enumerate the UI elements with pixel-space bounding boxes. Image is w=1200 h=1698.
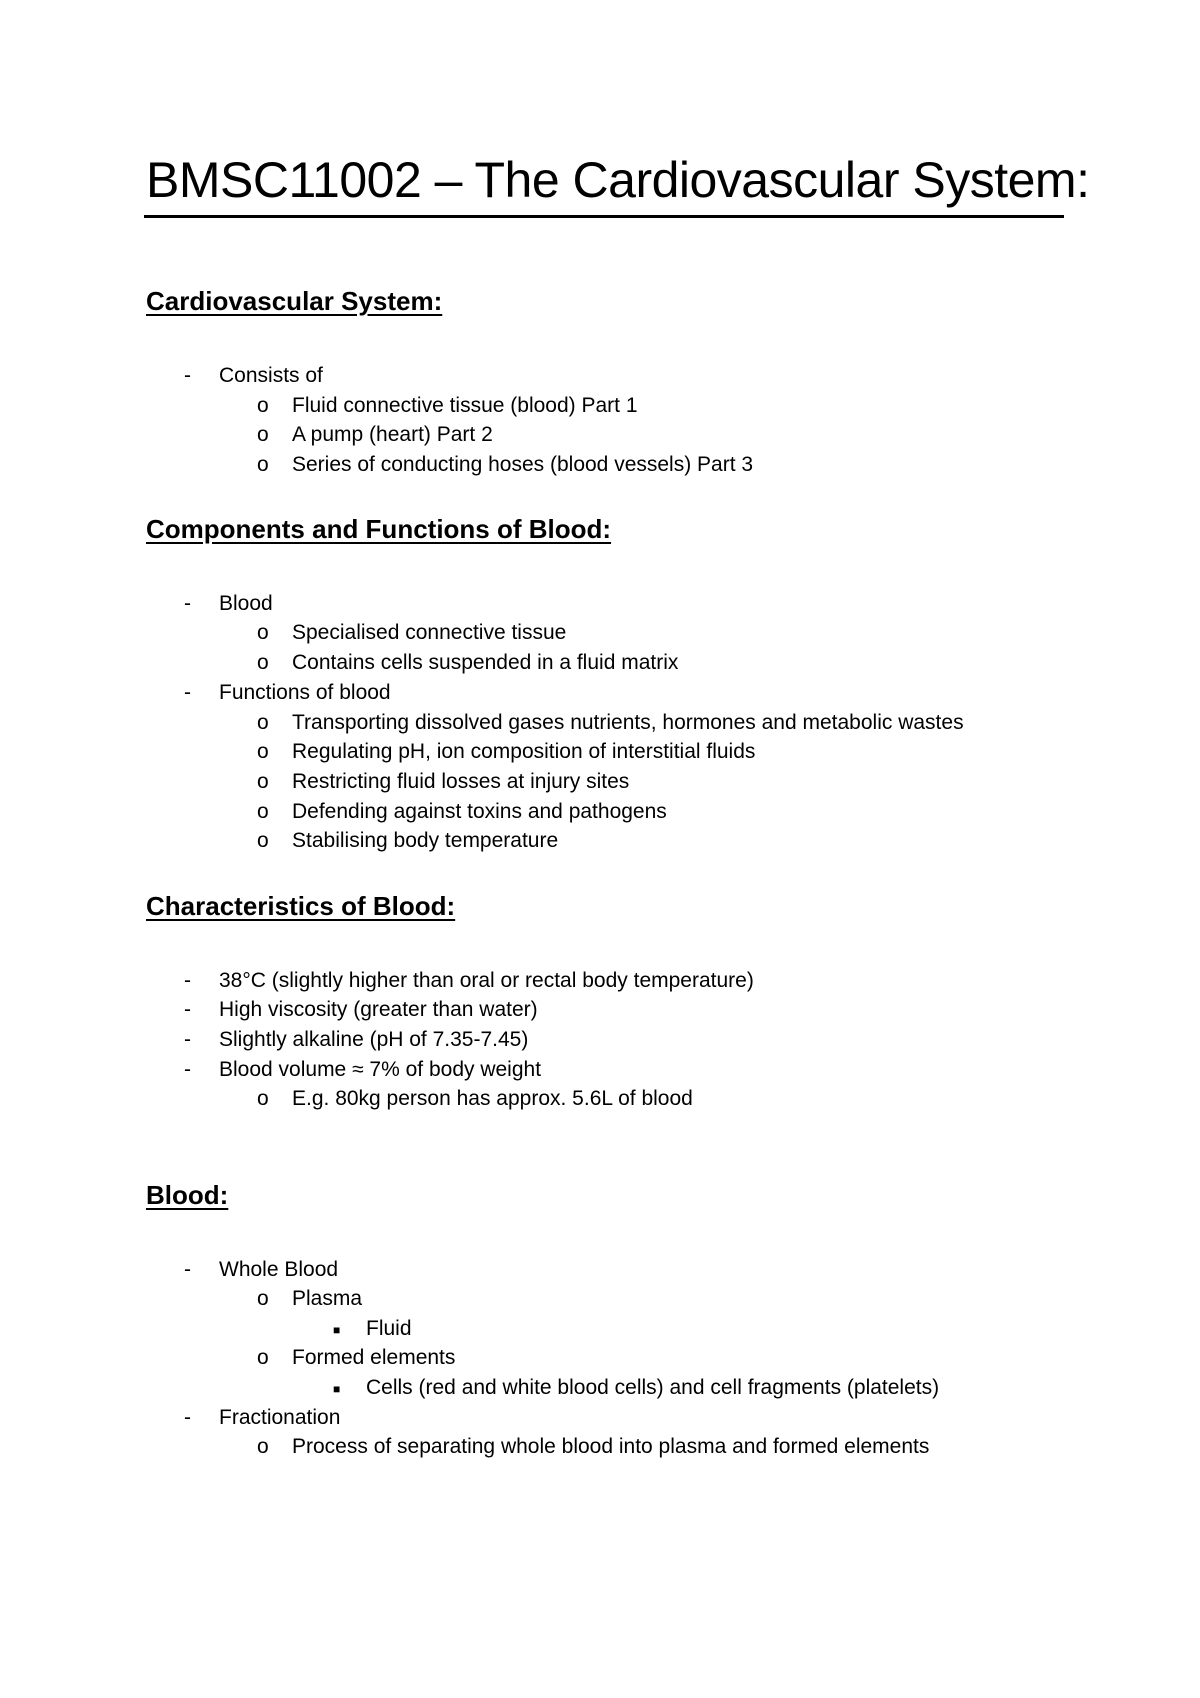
dash-bullet: - — [184, 1028, 191, 1051]
list-item: Plasma — [292, 1287, 363, 1310]
list-item: Series of conducting hoses (blood vessels) Part 3 — [292, 453, 754, 476]
circle-bullet: o — [257, 621, 269, 644]
heading-components-functions: Components and Functions of Blood: — [146, 514, 612, 544]
circle-bullet: o — [257, 1435, 269, 1458]
list-item: Blood volume ≈ 7% of body weight — [219, 1058, 542, 1081]
circle-bullet: o — [257, 453, 269, 476]
list-item: Process of separating whole blood into plasma and formed elements — [292, 1435, 930, 1458]
list-item: Blood — [219, 592, 273, 615]
circle-bullet: o — [257, 1346, 269, 1369]
list-item: Fluid connective tissue (blood) Part 1 — [292, 394, 638, 417]
square-bullet: ■ — [333, 1323, 341, 1337]
circle-bullet: o — [257, 711, 269, 734]
dash-bullet: - — [184, 998, 191, 1021]
list-item: E.g. 80kg person has approx. 5.6L of blood — [292, 1087, 693, 1110]
list-item: Whole Blood — [219, 1258, 339, 1281]
document-title: BMSC11002 – The Cardiovascular System: — [146, 152, 1090, 208]
list-item: A pump (heart) Part 2 — [292, 423, 493, 446]
circle-bullet: o — [257, 800, 269, 823]
heading-cardiovascular-system: Cardiovascular System: — [146, 286, 443, 316]
list-item: Fractionation — [219, 1406, 341, 1429]
circle-bullet: o — [257, 740, 269, 763]
list-item: Slightly alkaline (pH of 7.35-7.45) — [219, 1028, 529, 1051]
dash-bullet: - — [184, 1258, 191, 1281]
dash-bullet: - — [184, 1406, 191, 1429]
circle-bullet: o — [257, 394, 269, 417]
dash-bullet: - — [184, 364, 191, 387]
list-item: Transporting dissolved gases nutrients, hormones and metabolic wastes — [292, 711, 964, 734]
circle-bullet: o — [257, 423, 269, 446]
heading-blood: Blood: — [146, 1180, 229, 1210]
list-item: Regulating pH, ion composition of interstitial fluids — [292, 740, 756, 763]
dash-bullet: - — [184, 592, 191, 615]
list-item: Consists of — [219, 364, 323, 387]
list-item: High viscosity (greater than water) — [219, 998, 538, 1021]
circle-bullet: o — [257, 829, 269, 852]
circle-bullet: o — [257, 770, 269, 793]
list-item: Defending against toxins and pathogens — [292, 800, 667, 823]
circle-bullet: o — [257, 1087, 269, 1110]
list-item: Functions of blood — [219, 681, 391, 704]
circle-bullet: o — [257, 1287, 269, 1310]
list-item: Fluid — [366, 1317, 412, 1340]
dash-bullet: - — [184, 1058, 191, 1081]
list-item: Formed elements — [292, 1346, 456, 1369]
list-item: Cells (red and white blood cells) and cell fragments (platelets) — [366, 1376, 940, 1399]
dash-bullet: - — [184, 969, 191, 992]
title-underline — [144, 215, 1064, 218]
list-item: Stabilising body temperature — [292, 829, 559, 852]
circle-bullet: o — [257, 651, 269, 674]
list-item: Specialised connective tissue — [292, 621, 567, 644]
heading-characteristics: Characteristics of Blood: — [146, 891, 456, 921]
dash-bullet: - — [184, 681, 191, 704]
square-bullet: ■ — [333, 1382, 341, 1396]
list-item: Contains cells suspended in a fluid matrix — [292, 651, 679, 674]
list-item: Restricting fluid losses at injury sites — [292, 770, 630, 793]
list-item: 38°C (slightly higher than oral or rectal body temperature) — [219, 969, 754, 992]
